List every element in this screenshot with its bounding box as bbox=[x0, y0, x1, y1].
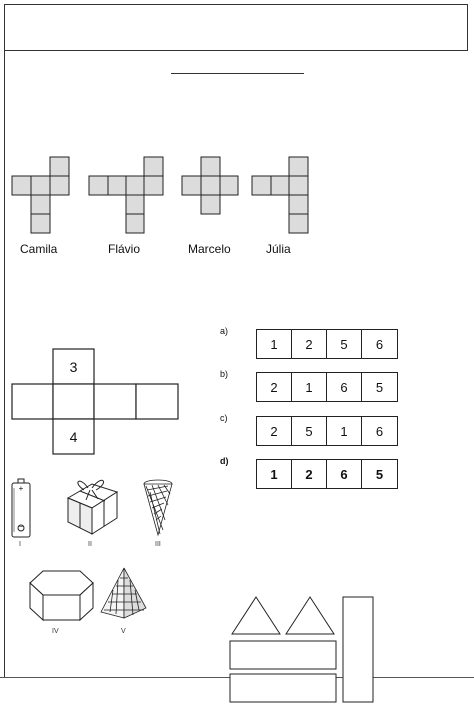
solid-label-iii: III bbox=[155, 541, 161, 548]
rectangle-piece-vertical bbox=[343, 597, 373, 702]
option-a-letter: a) bbox=[220, 326, 229, 336]
option-c-cell: 5 bbox=[292, 417, 327, 445]
rectangle-piece-top bbox=[230, 641, 336, 669]
net-camila bbox=[12, 157, 69, 233]
option-d-cell: 5 bbox=[375, 466, 384, 482]
option-c-letter: c) bbox=[220, 413, 228, 423]
solid-label-v: V bbox=[121, 628, 126, 635]
option-c-cell: 2 bbox=[257, 417, 292, 445]
option-b-row[interactable] bbox=[256, 372, 398, 402]
option-c-cell: 1 bbox=[327, 417, 362, 445]
option-a-cell: 5 bbox=[327, 330, 362, 358]
triangle-piece-left bbox=[232, 597, 280, 634]
net-label-julia: Júlia bbox=[266, 242, 291, 256]
option-a-row[interactable] bbox=[256, 329, 398, 359]
net-label-flavio: Flávio bbox=[108, 242, 141, 256]
solid-label-ii: II bbox=[88, 541, 92, 548]
option-d-row[interactable] bbox=[256, 459, 398, 489]
net-julia bbox=[252, 157, 308, 233]
option-a-cell: 6 bbox=[375, 336, 384, 352]
battery-plus-sign: + bbox=[18, 484, 24, 493]
net-label-marcelo: Marcelo bbox=[188, 242, 231, 256]
cone-figure bbox=[144, 480, 172, 535]
hexagonal-prism-figure bbox=[30, 571, 93, 620]
solid-label-i: I bbox=[19, 541, 21, 548]
option-b-cell: 2 bbox=[257, 373, 292, 401]
option-c-row[interactable] bbox=[256, 416, 398, 446]
option-b-cell: 5 bbox=[375, 379, 384, 395]
option-a-cell: 1 bbox=[257, 330, 292, 358]
option-d-cell: 6 bbox=[327, 460, 362, 488]
cube-face-top-number: 3 bbox=[69, 358, 78, 375]
option-c-cell: 6 bbox=[375, 423, 384, 439]
option-d-letter: d) bbox=[220, 456, 229, 466]
net-flavio bbox=[89, 157, 163, 233]
battery-minus-sign: − bbox=[18, 522, 24, 531]
option-a-cell: 2 bbox=[292, 330, 327, 358]
net-marcelo bbox=[182, 157, 238, 214]
option-b-cell: 6 bbox=[327, 373, 362, 401]
triangle-piece-right bbox=[286, 597, 334, 634]
option-d-cell: 1 bbox=[257, 460, 292, 488]
cube-net bbox=[12, 349, 178, 454]
cube-face-bottom-number: 4 bbox=[69, 428, 78, 445]
rectangle-piece-bottom bbox=[230, 674, 336, 702]
gift-box-figure bbox=[68, 480, 117, 534]
option-b-cell: 1 bbox=[292, 373, 327, 401]
option-d-cell: 2 bbox=[292, 460, 327, 488]
pyramid-figure bbox=[101, 568, 146, 618]
plane-pieces bbox=[230, 597, 373, 702]
option-b-letter: b) bbox=[220, 369, 229, 379]
solid-label-iv: IV bbox=[52, 628, 59, 635]
net-label-camila: Camila bbox=[20, 242, 58, 256]
